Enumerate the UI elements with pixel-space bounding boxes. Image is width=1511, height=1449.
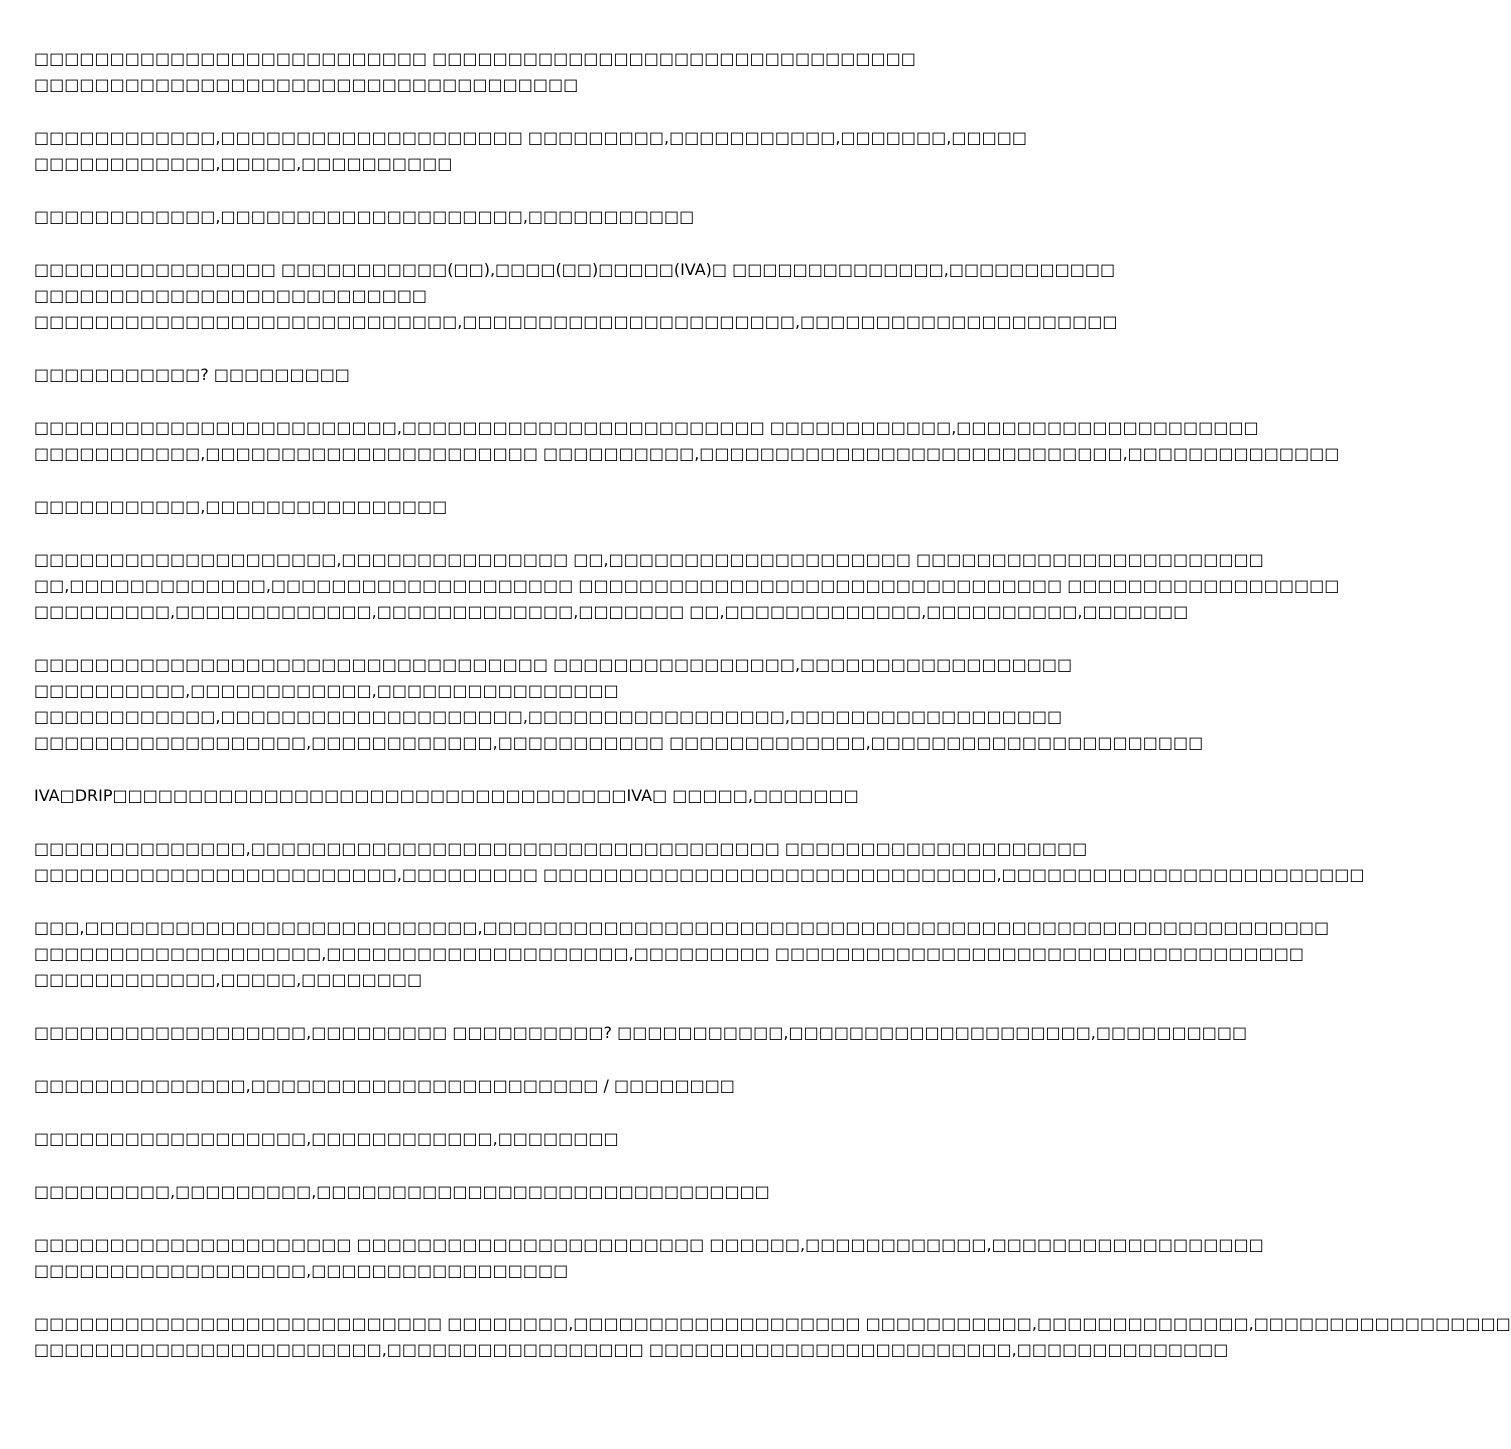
paragraph-16 <box>34 1179 994 1205</box>
paragraph-13 <box>34 1020 1248 1046</box>
text-line: □□□□□□□□□□□□,□□□□□□□□□□□□□□□□□□□□,□□□□□□□□□□□□□□□□□,□□□□□□□□□□□□□□□□□□ <box>34 707 1063 726</box>
paragraph-9 <box>34 652 1204 756</box>
text-line: □□□□□□□□□□□,□□□□□□□□□□□□□□□□ <box>34 497 448 516</box>
text-line: □□□□□□□□□□□□□□□□□□□□,□□□□□□□□□□□□□□□ □□,□□□□□□□□□□□□□□□□□□□□ □□□□□□□□□□□□□□□□□□□□□□□ <box>34 550 1264 569</box>
text-line: □□□□□□□□□□□,□□□□□□□□□□□□□□□□□□□□□□ □□□□□□□□□□,□□□□□□□□□□□□□□□□□□□□□□□□□□□□,□□□□□□□□□□□□□□ <box>34 444 1340 463</box>
text-line: □□□□□□□□□□□□□□□□□□□□□□□□□□ <box>34 286 428 305</box>
text-line: □□□□□□□□□□□□,□□□□□,□□□□□□□□ <box>34 970 423 989</box>
text-line: □□□□□□□□□□□□□□□□□□□□□□□□□□□□□□□□□□□□ <box>34 75 579 94</box>
text-line: □□□□□□□□□□□□□□□□□□□,□□□□□□□□□□□□□□□□□□□□,□□□□□□□□□ □□□□□□□□□□□□□□□□□□□□□□□□□□□□□□□□□□□ <box>34 944 1304 963</box>
text-line: □□□□□□□□□□□□□□□□□□,□□□□□□□□□□□□,□□□□□□□□□□□ □□□□□□□□□□□□□,□□□□□□□□□□□□□□□□□□□□□□ <box>34 733 1204 752</box>
paragraph-10 <box>34 783 994 809</box>
text-line: □□□□□□□□□□□□□□□□□□□□□□□□□□□□,□□□□□□□□□□□□□□□□□□□□□□,□□□□□□□□□□□□□□□□□□□□□ <box>34 312 1118 331</box>
text-line: □□□□□□□□□□□□□□,□□□□□□□□□□□□□□□□□□□□□□□ / □□□□□□□□ <box>34 1076 735 1095</box>
text-line: □□□□□□□□□□□□,□□□□□,□□□□□□□□□□ <box>34 154 453 173</box>
paragraph-17 <box>34 1232 1264 1284</box>
paragraph-2 <box>34 125 1027 177</box>
text-line: □□□□□□□□□□□□□□□□□□□□□□□□□□ □□□□□□□□□□□□□□□□□□□□□□□□□□□□□□□□ <box>34 49 916 68</box>
text-line: □□□□□□□□□□□□□□,□□□□□□□□□□□□□□□□□□□□□□□□□□□□□□□□□□□ □□□□□□□□□□□□□□□□□□□□ <box>34 839 1088 858</box>
document-body <box>34 46 1511 1390</box>
text-line: □□□□□□□□□□□□□□□□□□□□□□□□□□□ □□□□□□□□,□□□□□□□□□□□□□□□□□□□ □□□□□□□□□□□,□□□□□□□□□□□□□□,□□□□□□□□□□□□□□□□□ <box>34 1314 1511 1333</box>
paragraph-7 <box>34 494 994 520</box>
text-line: □□□□□□□□□,□□□□□□□□□□□□□,□□□□□□□□□□□□□,□□□□□□□ □□,□□□□□□□□□□□□□,□□□□□□□□□□,□□□□□□□ <box>34 602 1189 621</box>
text-line: □□,□□□□□□□□□□□□□,□□□□□□□□□□□□□□□□□□□□ □□□□□□□□□□□□□□□□□□□□□□□□□□□□□□□□ □□□□□□□□□□□□□□□□□□ <box>34 576 1340 595</box>
text-line: □□□□□□□□□□□□□□□□□□,□□□□□□□□□□□□□□□□□ <box>34 1261 569 1280</box>
paragraph-6 <box>34 415 1340 467</box>
paragraph-11 <box>34 836 1365 888</box>
paragraph-18 <box>34 1311 1511 1363</box>
paragraph-15 <box>34 1126 994 1152</box>
text-line: □□□□□□□□□□,□□□□□□□□□□□□,□□□□□□□□□□□□□□□□ <box>34 681 619 700</box>
text-line: □□□,□□□□□□□□□□□□□□□□□□□□□□□□□□,□□□□□□□□□□□□□□□□□□□□□□□□□□□□□□□□□□□□□□□□□□□□□□□□□□□□□□□□ <box>34 918 1330 937</box>
text-line: □□□□□□□□□□□□□□□□□□□□□□□□□□□□□□□□□□ □□□□□□□□□□□□□□□□,□□□□□□□□□□□□□□□□□□ <box>34 655 1073 674</box>
paragraph-4 <box>34 257 1118 335</box>
text-line: □□□□□□□□□□□□□□□□□□□□□ □□□□□□□□□□□□□□□□□□□□□□□ □□□□□□,□□□□□□□□□□□□,□□□□□□□□□□□□□□□□□□ <box>34 1235 1264 1254</box>
text-line: □□□□□□□□□□□□□□□□□□□□□□□□,□□□□□□□□□ □□□□□□□□□□□□□□□□□□□□□□□□□□□□□□,□□□□□□□□□□□□□□□□□□□□□□□□ <box>34 865 1365 884</box>
paragraph-5 <box>34 362 994 388</box>
text-line: □□□□□□□□□□□□□□□□□□□□□□□,□□□□□□□□□□□□□□□□□ □□□□□□□□□□□□□□□□□□□□□□□□,□□□□□□□□□□□□□□ <box>34 1340 1229 1359</box>
paragraph-1 <box>34 46 994 98</box>
text-line: □□□□□□□□□□□□□□□□ □□□□□□□□□□□(□□),□□□□(□□)□□□□□(IVA)□ □□□□□□□□□□□□□□,□□□□□□□□□□□ <box>34 260 1116 279</box>
text-line: □□□□□□□□□□□□,□□□□□□□□□□□□□□□□□□□□ □□□□□□□□□,□□□□□□□□□□□,□□□□□□□,□□□□□ <box>34 128 1027 147</box>
paragraph-3 <box>34 204 994 230</box>
text-line: □□□□□□□□□□□□□□□□□□,□□□□□□□□□ □□□□□□□□□□? □□□□□□□□□□□,□□□□□□□□□□□□□□□□□□□□,□□□□□□□□□□ <box>34 1023 1248 1042</box>
text-line: □□□□□□□□□□□□□□□□□□□□□□□□,□□□□□□□□□□□□□□□□□□□□□□□□ □□□□□□□□□□□□,□□□□□□□□□□□□□□□□□□□□ <box>34 418 1259 437</box>
text-line: □□□□□□□□□□□□□□□□□□,□□□□□□□□□□□□,□□□□□□□□ <box>34 1129 619 1148</box>
text-line: □□□□□□□□□□□□,□□□□□□□□□□□□□□□□□□□□,□□□□□□□□□□□ <box>34 207 695 226</box>
text-line: □□□□□□□□□,□□□□□□□□□,□□□□□□□□□□□□□□□□□□□□□□□□□□□□□□ <box>34 1182 770 1201</box>
paragraph-8 <box>34 547 1340 625</box>
text-line: IVA□DRIP□□□□□□□□□□□□□□□□□□□□□□□□□□□□□□□□□□IVA□ □□□□□,□□□□□□□ <box>34 786 859 805</box>
paragraph-12 <box>34 915 1330 993</box>
paragraph-14 <box>34 1073 994 1099</box>
text-line: □□□□□□□□□□□? □□□□□□□□□ <box>34 365 350 384</box>
